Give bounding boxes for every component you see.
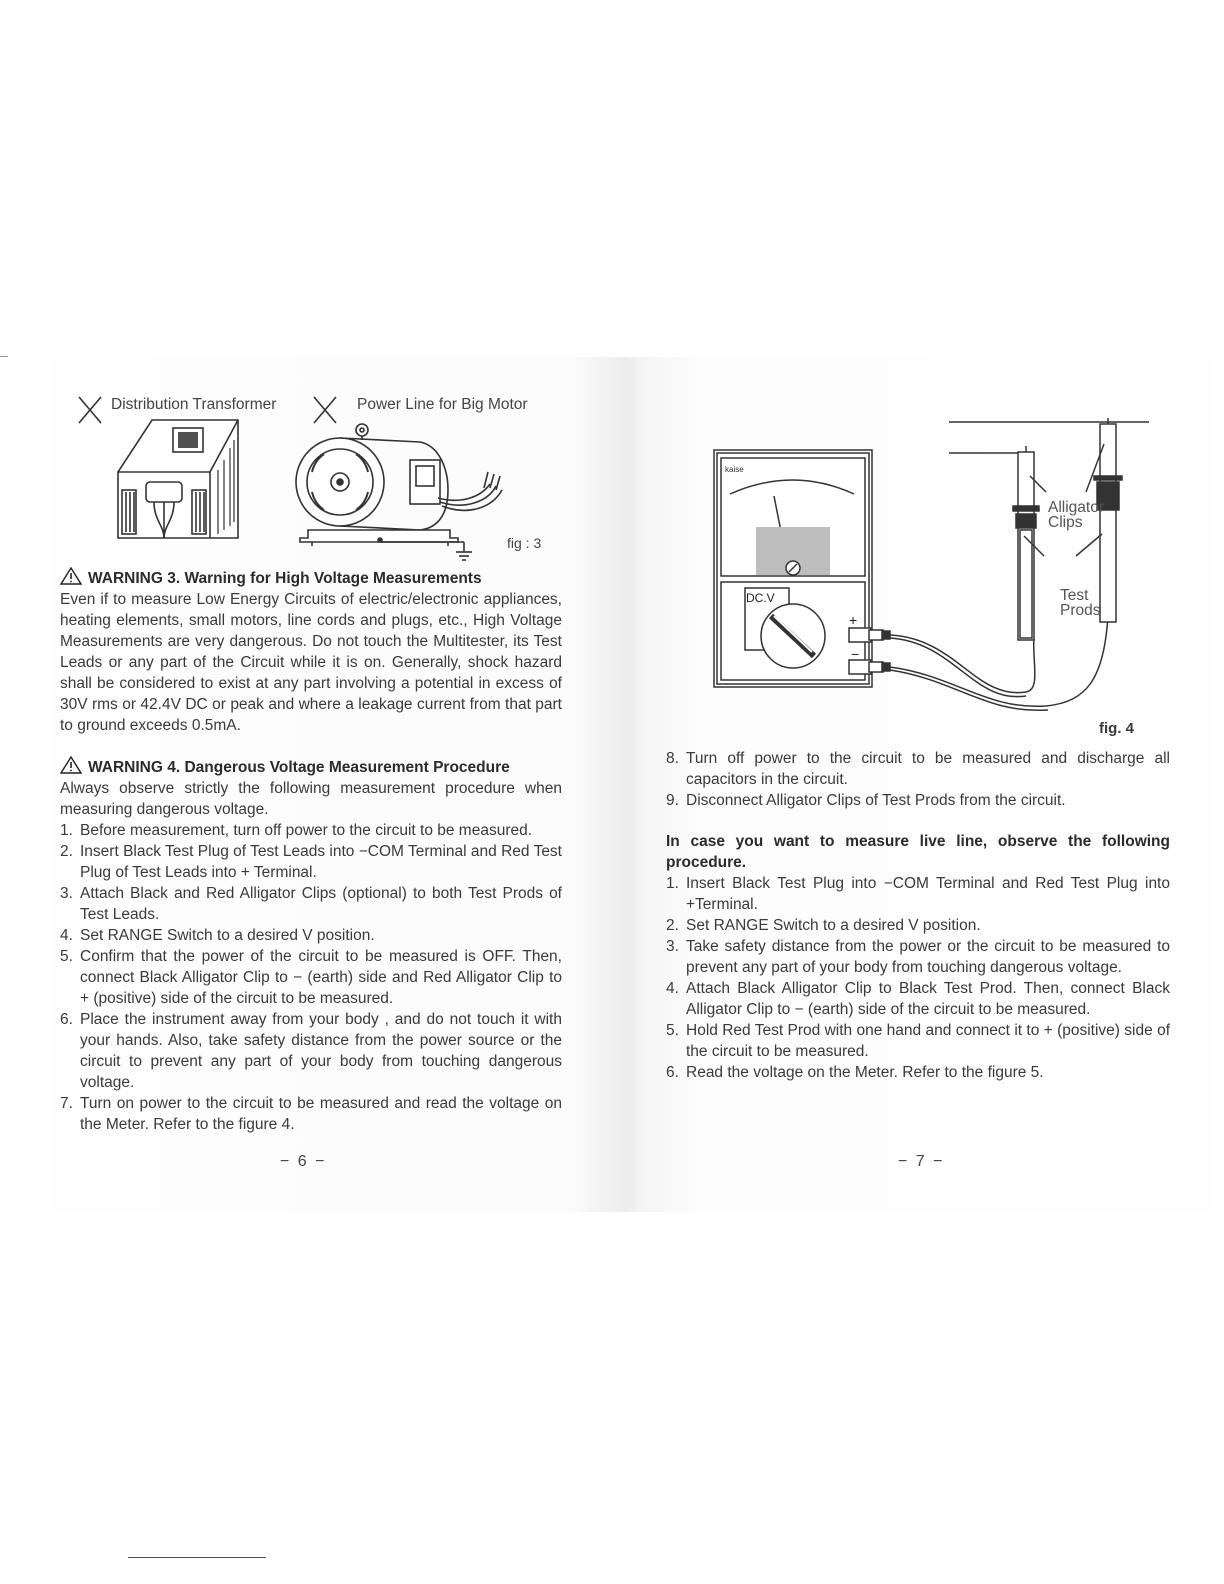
warning-triangle-icon [60,567,82,585]
left-page [60,380,562,1135]
list-item: 2. Set RANGE Switch to a desired V position. [666,917,981,934]
warning-3-body: Even if to measure Low Energy Circuits of electric/electronic appliances, heating elements, small motors, line cords and plugs, etc., High Voltage Measurements are very dangerous. Do not touch the Multitester, its Test Leads or any part of the Circuit while it is on. Generally, shock hazard shall be considered to exist at any part involving a potential in excess of 30V rms or 42.4V DC or peak and where a leakage current from that part to ground exceeds 0.5mA. [60,591,562,734]
warning-3-heading [60,567,562,589]
list-item: 1. Insert Black Test Plug into −COM Terminal and Red Test Plug into +Terminal. [666,875,1170,913]
minus-terminal-label: − [851,646,860,662]
figure-3-caption: fig : 3 [507,535,542,551]
warning-4-intro: Always observe strictly the following measurement procedure when measuring dangerous voltage. [60,780,562,818]
live-line-steps-list [666,873,1170,1083]
warning-triangle-icon [60,756,82,774]
list-item: 8. Turn off power to the circuit to be measured and discharge all capacitors in the circuit. [666,750,1170,788]
page-number-6: − 6 − [280,1153,327,1170]
live-line-heading: In case you want to measure live line, observe the following procedure. [666,833,1170,871]
list-item: 1. Before measurement, turn off power to the circuit to be measured. [60,822,533,839]
warning-4-heading [60,756,562,778]
warning-3-heading-text: WARNING 3. Warning for High Voltage Measurements [88,570,482,587]
warning-4-section [60,756,562,1135]
list-item: 9. Disconnect Alligator Clips of Test Prods from the circuit. [666,792,1066,809]
list-item: 6. Read the voltage on the Meter. Refer to the figure 5. [666,1064,1044,1081]
list-item: 2. Insert Black Test Plug of Test Leads into −COM Terminal and Red Test Plug of Test Leads into + Terminal. [60,843,562,881]
figure-4-caption: fig. 4 [1099,720,1135,737]
list-item: 6. Place the instrument away from your body , and do not touch it with your hands. Also, take safety distance from the power source or the circuit to prevent any part of your body from touching dangerous voltage. [60,1011,562,1091]
procedure-steps-list [60,820,562,1135]
edge-mark [0,356,8,357]
figure-4 [656,380,1160,742]
test-prods-label-line1: Test [1060,587,1089,604]
list-item: 7. Turn on power to the circuit to be measured and read the voltage on the Meter. Refer to the figure 4. [60,1095,562,1133]
warning-4-heading-text: WARNING 4. Dangerous Voltage Measurement Procedure [88,759,510,776]
label-distribution-transformer: Distribution Transformer [111,396,277,413]
warning-3-section [60,567,562,736]
plus-terminal-label: + [849,612,858,628]
alligator-clips-label-line2: Clips [1048,514,1083,531]
page-number-7: − 7 − [898,1153,945,1170]
test-prods-label-line2: Prods [1060,602,1101,619]
list-item: 5. Confirm that the power of the circuit to be measured is OFF. Then, connect Black Alligator Clip to − (earth) side and Red Alligator Clip to + (positive) side of the circuit to be measured. [60,948,562,1007]
list-item: 4. Set RANGE Switch to a desired V position. [60,927,375,944]
list-item: 5. Hold Red Test Prod with one hand and connect it to + (positive) side of the circuit to be measured. [666,1022,1170,1060]
alligator-clips-label-line1: Alligator [1048,499,1104,516]
right-page [666,380,1170,1083]
list-item: 3. Take safety distance from the power or the circuit to be measured to prevent any part of your body from touching dangerous voltage. [666,938,1170,976]
procedure-steps-continued [666,748,1170,811]
dcv-switch-label: DC.V [746,591,775,605]
list-item: 4. Attach Black Alligator Clip to Black Test Prod. Then, connect Black Alligator Clip to − (earth) side of the circuit to be measured. [666,980,1170,1018]
fig4-illustration [656,380,1160,742]
list-item: 3. Attach Black and Red Alligator Clips (optional) to both Test Prods of Test Leads. [60,885,562,923]
label-power-line-big-motor: Power Line for Big Motor [357,396,528,413]
figure-3 [60,380,562,562]
underline-mark [128,1557,266,1558]
meter-brand-label: kaise [725,465,744,474]
